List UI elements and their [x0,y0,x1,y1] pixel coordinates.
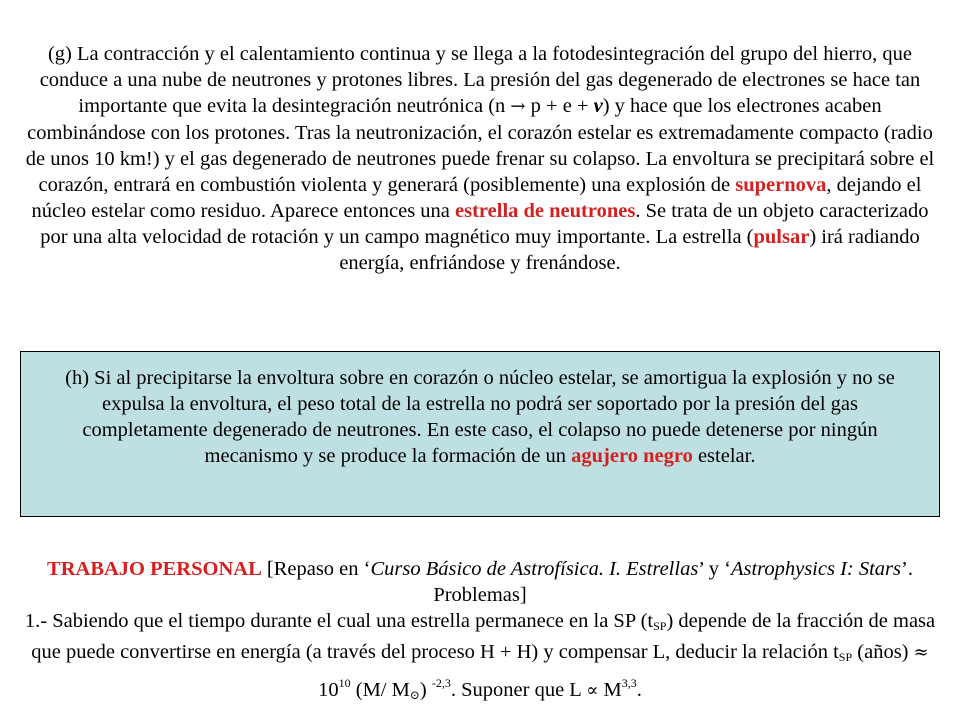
problem-text: ) depende de la fracción de masa que puede convertirse en energía (a través del proceso H + H) y compensar L, deducir la relación t [31,610,936,663]
text-segment: (h) Si al precipitarse la envoltura sobre en corazón o núcleo estelar, se amortigua la explosión y no se expulsa la envoltura, el peso total de la estrella no podrá ser soportado por la presión del gas completamente degenerado de neutrones. En este caso, el colapso no puede detenerse por ningún mecanismo y se produce la formación de un [65,367,895,467]
problem-text: (años) [852,641,914,663]
paragraph-g [22,41,938,276]
book-title: Astrophysics I: Stars [730,558,902,580]
personal-work-heading: TRABAJO PERSONAL [47,558,262,580]
highlight-box-h [20,351,940,517]
exponent: 10 [338,676,351,690]
exponent: -2,3 [431,676,451,690]
text-segment: ’. Problemas] [433,558,913,606]
text-segment: , dejando el núcleo estelar como residuo. Aparece entonces una [31,174,922,222]
exponent: 3,3 [621,676,637,690]
paragraph-h [37,365,923,469]
problem-text: ) [419,679,432,701]
approx-symbol: ≈ [913,642,929,663]
sun-symbol: ⊙ [409,688,420,702]
text-segment: . Se trata de un objeto caracterizado por una alta velocidad de rotación y un campo magnético muy importante. La estrella ( [40,200,929,248]
text-segment: ) y hace que los electrones acaben combinándose con los protones. Tras la neutronización, el corazón estelar es extremadamente compacto (radio de unos 10 km!) y el gas degenerado de neutrones puede frenar su colapso. La envoltura se precipitará sobre el corazón, entrará en combustión violenta y generará (posiblemente) una explosión de [25,95,935,196]
problem-text: 10 [318,679,339,701]
text-segment: (g) La contracción y el calentamiento continua y se llega a la fotodesintegración del grupo del hierro, que conduce a una nube de neutrones y protones libres. La presión del gas degenerado de electrones se hace tan importante que evita la desintegración neutrónica (n [39,43,921,117]
arrow-symbol: → [510,96,526,117]
problem-text: (M/ M [350,679,410,701]
text-segment: ’ y ‘ [698,558,731,580]
proportional-symbol: ∝ [586,680,599,701]
problem-text: 1.- Sabiendo que el tiempo durante el cual una estrella permanece en la SP (t [24,610,654,632]
personal-work-section [22,556,938,708]
subscript-sp: SP [653,619,667,633]
subscript-sp: SP [838,650,853,664]
nu-symbol: ν [593,95,603,117]
highlight-black-hole: agujero negro [571,445,693,467]
text-segment: [Repaso en ‘ [261,558,371,580]
problem-text: . [636,679,642,701]
problem-text: . Suponer que L [450,679,587,701]
problem-text: M [598,679,622,701]
highlight-neutron-star: estrella de neutrones [455,200,636,222]
text-segment: ) irá radiando energía, enfriándose y frenándose. [339,226,920,274]
book-title: Curso Básico de Astrofísica. I. Estrellas [370,558,699,580]
text-segment: estelar. [692,445,756,467]
highlight-pulsar: pulsar [753,226,810,248]
highlight-supernova: supernova [735,174,827,196]
text-segment: p + e + [525,95,594,117]
